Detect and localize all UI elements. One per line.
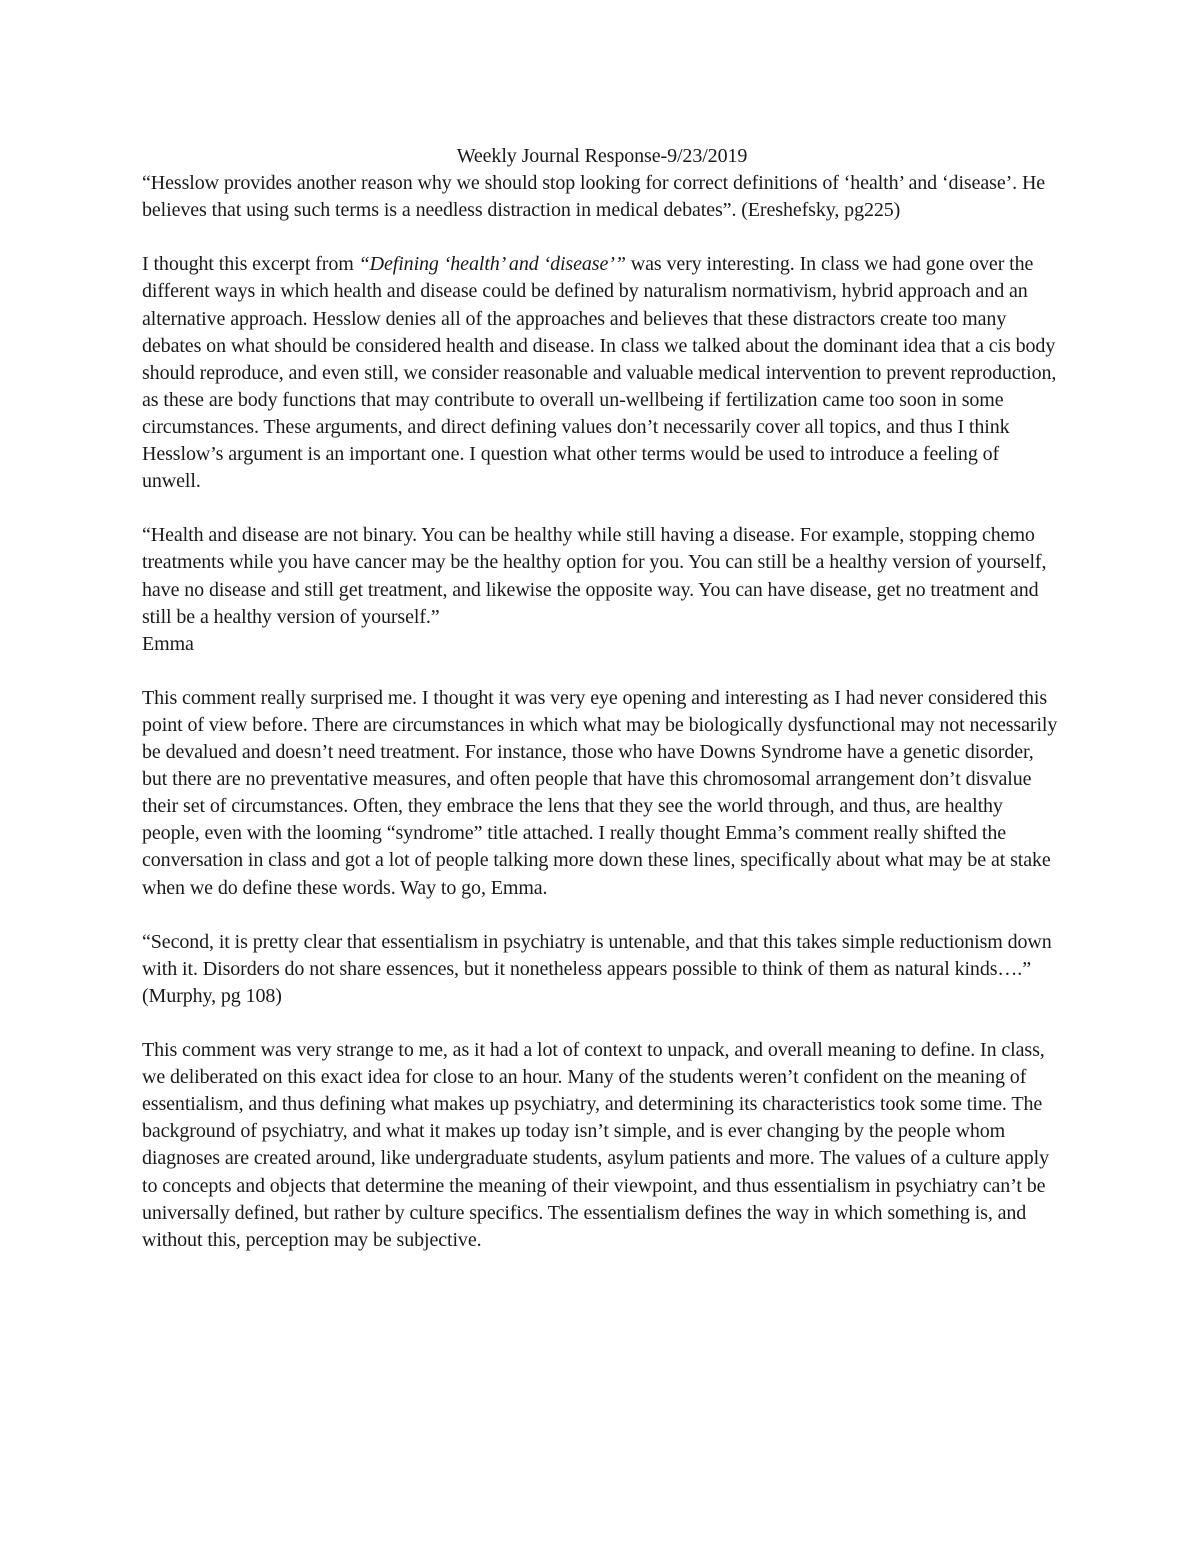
quote-attribution: Emma	[142, 632, 194, 655]
paragraph-text: was very interesting. In class we had gone over the different ways in which health and disease could be defined by naturalism normativism, hybrid approach and an alternative approach. Hesslow denies all of the approaches and believes that these distractors create too many debates on what should be considered health and disease. In class we talked about the dominant idea that a cis body should reproduce, and even still, we consider reasonable and valuable medical intervention to prevent reproduction, as these are body functions that may contribute to overall un-wellbeing if fertilization came too soon in some circumstances. These arguments, and direct defining values don’t necessarily cover all topics, and thus I think Hesslow’s argument is an important one. I question what other terms would be used to introduce a feeling of unwell.	[142, 253, 1057, 493]
paragraph-hesslow-response	[142, 251, 1062, 495]
document-page	[142, 143, 1062, 1281]
article-title-italic: “Defining ‘health’ and ‘disease’”	[358, 253, 626, 276]
paragraph-emma-response: This comment really surprised me. I thought it was very eye opening and interesting as I had never considered this point of view before. There are circumstances in which what may be biologically dysfunctional may not necessarily be devalued and doesn’t need treatment. For instance, those who have Downs Syndrome have a genetic disorder, but there are no preventative measures, and often people that have this chromosomal arrangement don’t disvalue their set of circumstances. Often, they embrace the lens that they see the world through, and thus, are healthy people, even with the looming “syndrome” title attached. I really thought Emma’s comment really shifted the conversation in class and got a lot of people talking more down these lines, specifically about what may be at stake when we do define these words. Way to go, Emma.	[142, 686, 1058, 899]
paragraph-murphy-response: This comment was very strange to me, as it had a lot of context to unpack, and overall meaning to define. In class, we deliberated on this exact idea for close to an hour. Many of the students weren’t confident on the meaning of essentialism, and thus defining what makes up psychiatry, and determining its characteristics took some time. The background of psychiatry, and what it makes up today isn’t simple, and is ever changing by the people whom diagnoses are created around, like undergraduate students, asylum patients and more. The values of a culture apply to concepts and objects that determine the meaning of their viewpoint, and thus essentialism in psychiatry can’t be universally defined, but rather by culture specifics. The essentialism defines the way in which something is, and without this, perception may be subjective.	[142, 1039, 1049, 1251]
quote-text: “Health and disease are not binary. You can be healthy while still having a disease. For example, stopping chemo treatments while you have cancer may be the healthy option for you. You can still be a healthy version of yourself, have no disease and still get treatment, and likewise the opposite way. You can have disease, get no treatment and still be a healthy version of yourself.”	[142, 524, 1047, 628]
document-title: Weekly Journal Response-9/23/2019	[456, 145, 748, 167]
quote-emma	[142, 522, 1062, 657]
quote-murphy: “Second, it is pretty clear that essentialism in psychiatry is untenable, and that this takes simple reductionism down with it. Disorders do not share essences, but it nonetheless appears possible to think of them as natural kinds….” (Murphy, pg 108)	[142, 930, 1052, 1007]
paragraph-text: I thought this excerpt from	[142, 253, 359, 276]
quote-hesslow: “Hesslow provides another reason why we should stop looking for correct definitions of ‘health’ and ‘disease’. He believes that using such terms is a needless distraction in medical debates”. (Ereshefsky, pg225)	[142, 172, 1046, 222]
